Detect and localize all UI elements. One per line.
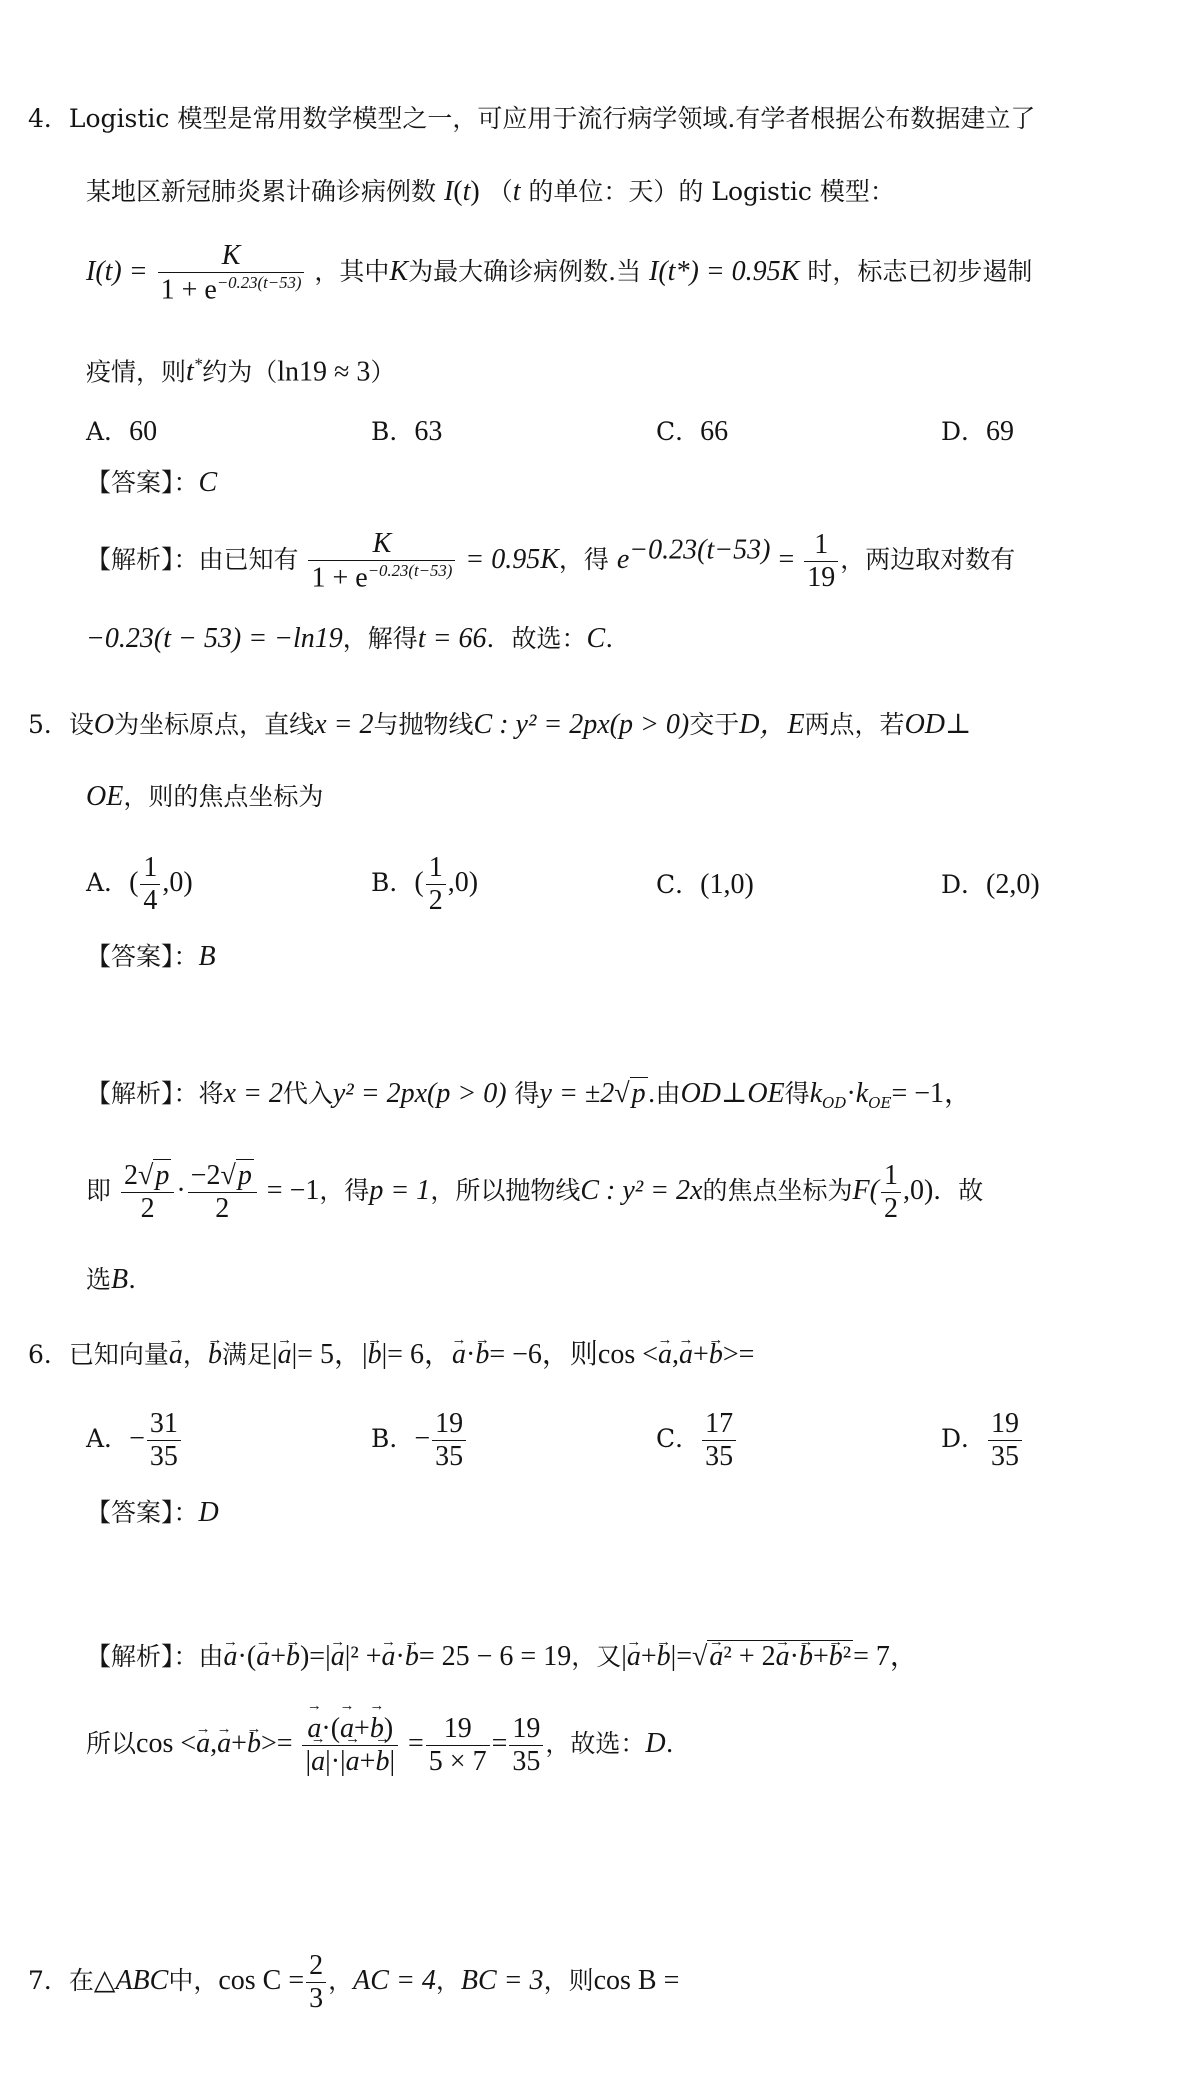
q7-frac: $\frac{2}{3}$ [306, 1950, 326, 2015]
q4-line2 [86, 175, 895, 209]
q5-analysis-line2: 即 $\frac{2√p}{2}$ · $\frac{-2√p}{2}$ = −1，得p = 1，所以抛物线C : y² = 2x的焦点坐标为F( $\frac{1}{2}$ ,0)．故 [86, 1160, 984, 1225]
q5-option-a[interactable]: A．( $\frac{1}{4}$ ,0) [86, 852, 193, 917]
q4-formula-lhs: I(t) = [86, 255, 148, 287]
q4-line4 [86, 348, 395, 389]
q4-option-d[interactable]: D．69 [941, 416, 1015, 447]
q4-line4-b: 约为（ [202, 357, 278, 387]
q5-option-a-value: ( $\frac{1}{4}$ ,0) [129, 852, 193, 917]
q6-option-b[interactable]: B．− $\frac{19}{35}$ [371, 1408, 468, 1473]
q4-line3-d: 时，标志已初步遏制 [807, 256, 1033, 286]
q4-analysis-fraction: $\frac{K}{1 + e^{-0.23(t-53)}}$ [308, 528, 455, 595]
q4-analysis-line2: −0.23(t − 53) = −ln19，解得t = 66．故选：C. [86, 623, 614, 654]
q4-formula-fraction [158, 240, 305, 307]
q5-analysis-line1: 【解析】：将x = 2代入y² = 2px(p > 0) 得y = ±2√p.由OD⊥OE得$k_{OD}\cdot k_{OE}= -1$， [86, 1078, 973, 1112]
q5-frac-half: $\frac{1}{2}$ [881, 1160, 901, 1225]
q5-answer-value: B [198, 941, 216, 972]
q5-frac-neg: $\frac{-2√p}{2}$ [188, 1160, 257, 1225]
q4-number: 4． [28, 104, 69, 133]
q4-analysis-line1: 【解析】：由已知有 $\frac{K}{1 + e^{-0.23(t-53)}}$ = 0.95K，得 $e^{-0.23(t-53)}$ = $\frac{1}{19}$ ，两边取对数有 [86, 528, 1016, 594]
q6-analysis-line2: 所以cos <→ a,→ a+→ b>= → $\frac{a\cdot(\to a+\to b)}{|\to a|\cdot|\to a+\to b|}$ = $\frac{19}{5 \times 7}$ = $\frac{19}{35}$ ，故选：D. [86, 1713, 674, 1778]
q4-line3-c: I(t*) = 0.95K [649, 255, 800, 287]
q5-option-d[interactable]: D．(2,0) [941, 869, 1040, 900]
q6-answer-value: D [198, 1497, 219, 1528]
q4-formula-exp: −0.23(t−53) [216, 273, 302, 293]
q7-line1: 7．在△ABC中，cos C = $\frac{2}{3}$ ，AC = 4，BC = 3，则cos B = [28, 1950, 680, 2015]
q5-option-c[interactable]: C．(1,0) [656, 869, 754, 900]
q5-line1: 5．设O为坐标原点，直线x = 2与抛物线C : y² = 2px(p > 0)交于D，E两点，若OD⊥ [28, 709, 972, 740]
q5-line2: OE，则的焦点坐标为 [86, 781, 324, 812]
q4-ln19: ln19 ≈ 3 [277, 356, 371, 388]
q4-formula-num: K [158, 240, 305, 273]
q4-line4-d: ） [370, 357, 396, 387]
q4-line3-a: ，其中 [314, 256, 390, 286]
q6-option-d[interactable]: D． $\frac{19}{35}$ [941, 1408, 1024, 1473]
q4-K: K [389, 255, 409, 287]
q4-line4-a: 疫情，则 [86, 357, 187, 387]
q6-analysis-big-fraction: → $\frac{a\cdot(\to a+\to b)}{|\to a|\cdot|\to a+\to b|}$ [302, 1713, 398, 1778]
q6-sqrt-body: → a² + 2→ a·→ b+→ b² [707, 1640, 853, 1672]
q4-line1-text: Logistic 模型是常用数学模型之一，可应用于流行病学领域.有学者根据公布数据建立了 [68, 104, 1036, 133]
q4-answer: 【答案】：C [86, 467, 218, 498]
q4-line3-b: 为最大确诊病例数.当 [408, 256, 642, 286]
q4-formula-den: $1 + e^{-0.23(t-53)}$ [160, 273, 302, 306]
q4-paren-open: （ [487, 177, 513, 206]
q4-analysis-fraction-1-19: $\frac{1}{19}$ [804, 529, 838, 594]
q5-frac-pos: $\frac{2√p}{2}$ [121, 1160, 174, 1225]
q4-line1 [28, 102, 1035, 136]
q5-answer: 【答案】：B [86, 941, 216, 972]
q4-line3 [86, 240, 1032, 307]
q4-t: t [512, 176, 521, 207]
q6-answer: 【答案】：D [86, 1497, 219, 1528]
q4-option-b[interactable]: B．63 [371, 416, 443, 447]
q4-tstar: t* [186, 355, 203, 388]
q4-answer-value: C [198, 467, 218, 498]
q5-option-b-value: ( $\frac{1}{2}$ ,0) [414, 852, 479, 917]
q4-line2-rest: 的单位：天）的 Logistic 模型： [520, 177, 895, 206]
q6-option-c[interactable]: C． $\frac{17}{35}$ [656, 1408, 738, 1473]
q4-line2-text: 某地区新冠肺炎累计确诊病例数 [86, 177, 437, 206]
q4-it-paren: (t) [453, 176, 480, 207]
q6-option-a[interactable]: A．− $\frac{31}{35}$ [86, 1408, 183, 1473]
q6-line1: 6．已知向量→ a，→ b满足|→ a|= 5，|→ b|= 6，→ a·→ b= −6，则cos <→ a,→ a+→ b>= [28, 1338, 754, 1372]
q4-it: I [443, 176, 454, 207]
q6-analysis-line1: 【解析】：由→ a·(→ a+→ b)=|→ a|² +→ a·→ b= 25 − 6 = 19，又|→ a+→ b|=√→ a² + 2→ a·→ b+→ b²= 7， [86, 1640, 918, 1674]
q4-option-c[interactable]: C．66 [656, 416, 729, 447]
q5-option-b[interactable]: B．( $\frac{1}{2}$ ,0) [371, 852, 479, 917]
q5-analysis-line3: 选B. [86, 1264, 137, 1295]
q4-option-a[interactable]: A．60 [86, 416, 158, 447]
